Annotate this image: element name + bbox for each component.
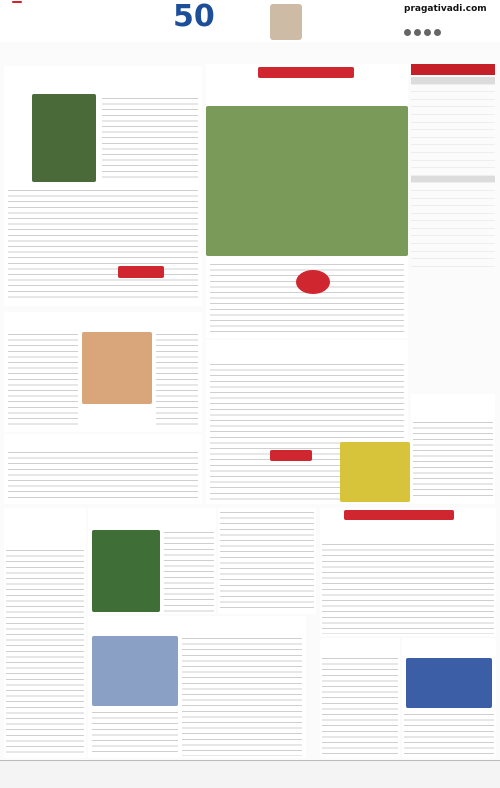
article-banner [258,67,354,78]
scoreboard-row [411,191,495,199]
scoreboard-row [411,153,495,161]
scoreboard-row [411,199,495,207]
scoreboard-row [411,259,495,267]
article-betis [88,508,216,614]
masthead [0,0,500,42]
scoreboard-row [411,221,495,229]
article-north-zone [4,66,202,306]
footer [0,760,500,788]
tennis-player-photo [82,332,152,404]
article-body [413,420,493,500]
masthead-quote [305,4,391,38]
duleep-trophy-badge [118,266,164,278]
facebook-icon[interactable] [404,29,411,36]
article-body [322,656,398,756]
scoreboard-row [411,92,495,100]
instagram-icon[interactable] [424,29,431,36]
scoreboard-row [411,115,495,123]
article-cricket [4,508,86,758]
scoreboard-row [411,100,495,108]
article-body [8,188,198,298]
scoreboard-row [411,229,495,237]
scoreboard-subheader [411,176,495,184]
scoreboard-table [411,77,495,267]
article-body [220,510,314,612]
article-trisha [402,638,496,758]
article-middle-text [218,508,316,614]
scoreboard-row [411,168,495,176]
youtube-icon[interactable] [434,29,441,36]
twitter-icon[interactable] [414,29,421,36]
social-icons [404,28,496,36]
article-body [322,542,494,634]
article-body [8,332,78,428]
article-mohun [4,434,202,504]
scoreboard-row [411,236,495,244]
scoreboard-row [411,130,495,138]
article-follow-on [206,64,408,338]
footballer-photo [340,442,410,502]
team-photo [92,636,178,706]
scoreboard-row [411,145,495,153]
scoreboard-row [411,206,495,214]
article-body [6,548,84,754]
second-test-badge [296,270,330,294]
article-banner [344,510,454,520]
scoreboard-row [411,252,495,260]
scoreboard-row [411,123,495,131]
scoreboard-subheader [411,77,495,85]
scoreboard-row [411,138,495,146]
scoreboard-row [411,183,495,191]
match-photo [206,106,408,256]
article-body [182,636,302,756]
cricketer-photo [32,94,96,182]
article-bhubaneswar [320,638,400,758]
article-brazil [411,394,495,504]
scoreboard-title [411,64,495,75]
article-body [164,530,214,612]
scoreboard-row [411,214,495,222]
scoreboard-row [411,161,495,169]
league-cup-badge [270,450,312,461]
article-school [88,616,306,758]
scoreboard-row [411,107,495,115]
article-body [404,712,494,756]
article-final [320,508,496,636]
website-link[interactable]: pragativadi.com [404,4,487,14]
jubilee-logo: 50 [173,0,215,34]
founder-portrait [270,4,302,40]
badminton-photo [406,658,492,708]
article-body [92,710,178,756]
betis-photo [92,530,160,612]
article-body [102,96,198,182]
article-body [8,450,198,502]
scoreboard-row [411,244,495,252]
article-veteran [4,312,202,432]
scoreboard-row [411,85,495,93]
article-body [156,332,198,428]
brand-pill [12,1,22,3]
